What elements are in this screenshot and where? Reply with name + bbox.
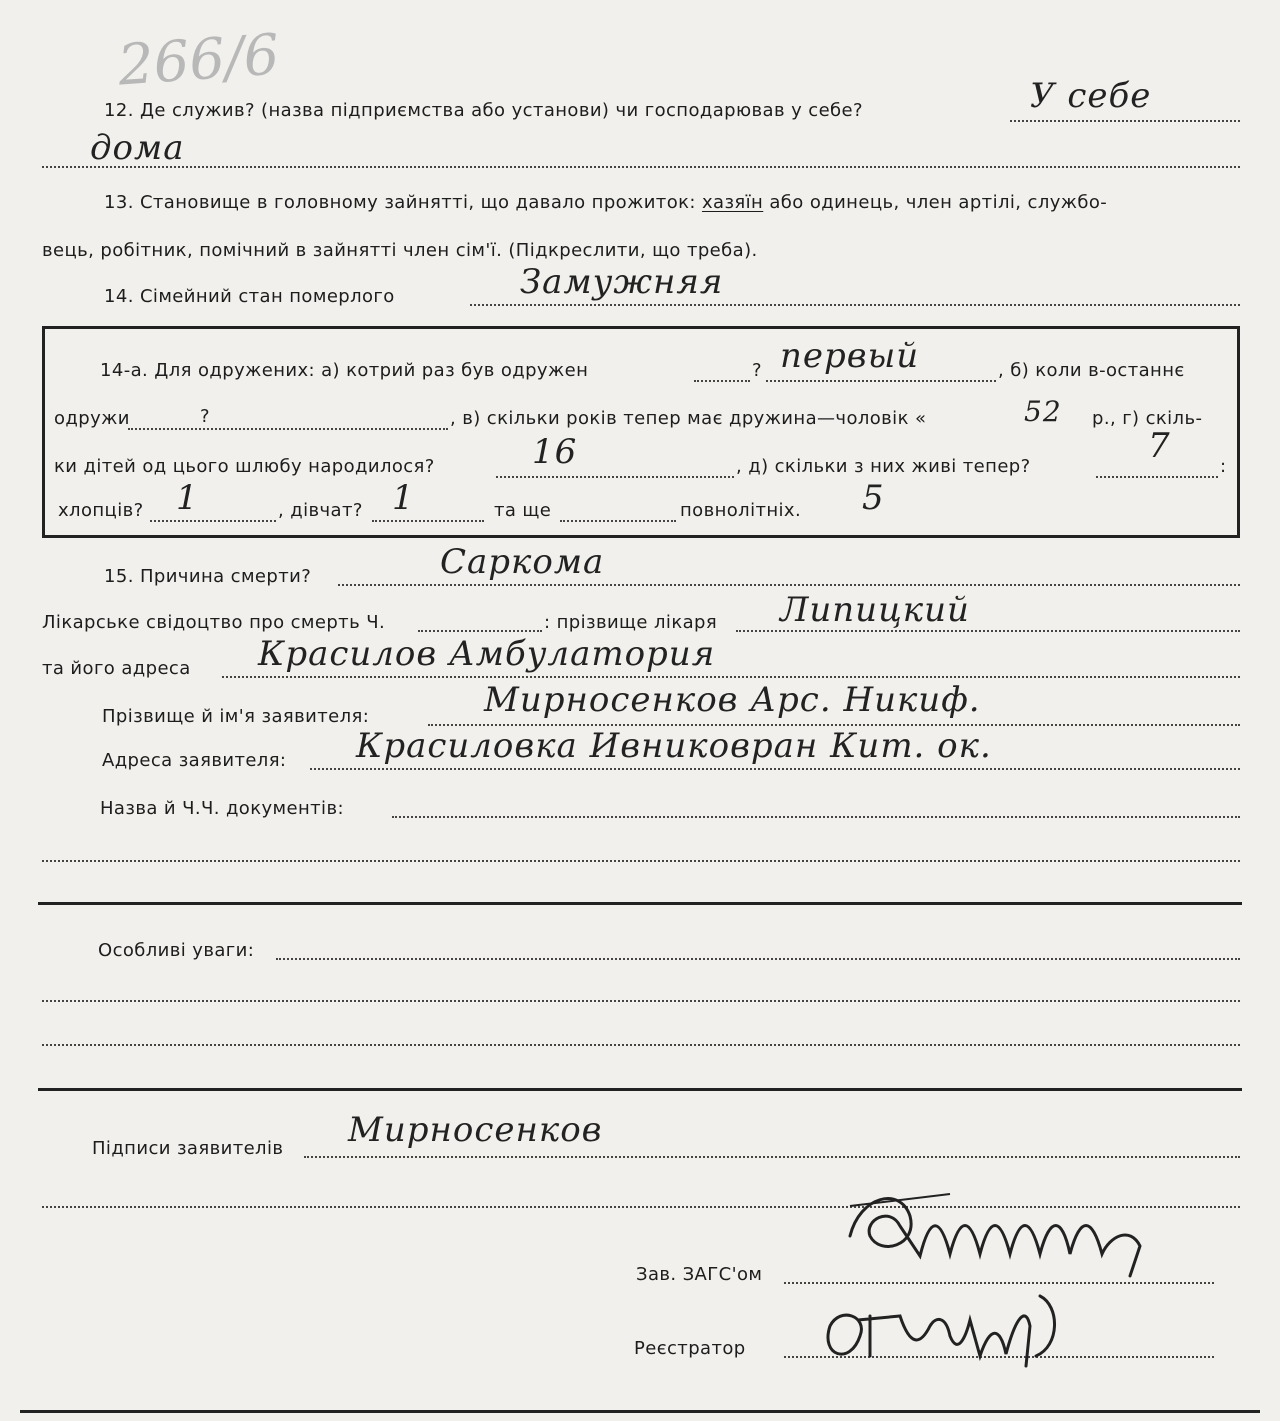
q14a-line3-tail: :	[1220, 456, 1227, 477]
remarks-label: Особливі уваги:	[98, 940, 255, 961]
applicants-signature-line	[304, 1156, 1240, 1158]
applicant-name-answer: Мирносенков Арс. Никиф.	[484, 680, 981, 720]
certificate-number-line	[418, 630, 542, 632]
q14a-line1-label: 14-а. Для одружених: а) котрий раз був одружен	[100, 360, 589, 381]
q13-line2: вець, робітник, помічний в зайнятті член сім'ї. (Підкреслити, що треба).	[42, 240, 758, 261]
doctor-address-label: та його адреса	[42, 658, 191, 679]
q14a-line2-mid: , в) скільки років тепер має дружина—чоловік «	[450, 408, 927, 429]
q15-answer-line	[338, 584, 1240, 586]
q12-answer-part2: дома	[90, 128, 185, 168]
registrar-label: Реєстратор	[634, 1338, 746, 1359]
registrar-signature	[810, 1276, 1090, 1386]
q14a-girls-line	[372, 520, 484, 522]
q14a-qmark-1: ?	[752, 360, 762, 381]
applicants-signature-label: Підписи заявителів	[92, 1138, 284, 1159]
q12-answer-part1: У себе	[1030, 76, 1152, 116]
q14a-box	[42, 326, 1240, 538]
q12-answer-line-2	[42, 166, 1240, 168]
section-divider-2	[38, 1088, 1242, 1091]
certificate-label: Лікарське свідоцтво про смерть Ч.	[42, 612, 386, 633]
archive-number: 266/6	[115, 22, 282, 99]
doctor-label: : прізвище лікаря	[544, 612, 718, 633]
q14a-times-line-a	[694, 380, 750, 382]
q14a-boys-line	[150, 520, 276, 522]
q14a-line2-tail: р., г) скіль-	[1092, 408, 1203, 429]
q13-line1-prefix: 13. Становище в головному зайнятті, що давало прожиток:	[104, 192, 696, 213]
remarks-line-1	[276, 958, 1240, 960]
q14a-answer-boys: 1	[176, 478, 199, 518]
applicants-signature: Мирносенков	[348, 1110, 603, 1150]
q14a-alive-line	[1096, 476, 1218, 478]
documents-line-2	[42, 860, 1240, 862]
q14-answer-line	[470, 304, 1240, 306]
applicant-address-line	[310, 768, 1240, 770]
q14a-answer-adults: 5	[862, 478, 885, 518]
q14a-line3-label: ки дітей од цього шлюбу народилося?	[54, 456, 435, 477]
q12-label: 12. Де служив? (назва підприємства або установи) чи господарював у себе?	[104, 100, 863, 121]
head-signature	[840, 1176, 1160, 1286]
q14a-more-line	[560, 520, 676, 522]
q14a-answer-alive: 7	[1148, 426, 1171, 466]
q14a-adult-label: повнолітніх.	[680, 500, 802, 521]
q14a-more-label: та ще	[494, 500, 552, 521]
doctor-answer: Липицкий	[780, 590, 970, 630]
head-label: Зав. ЗАГС'ом	[636, 1264, 763, 1285]
remarks-line-3	[42, 1044, 1240, 1046]
applicant-name-label: Прізвище й ім'я заявителя:	[102, 706, 370, 727]
q14a-answer-girls: 1	[392, 478, 415, 518]
applicant-address-label: Адреса заявителя:	[102, 750, 287, 771]
q12-answer-line	[1010, 120, 1240, 122]
q14a-line1-tail: , б) коли в-останнє	[998, 360, 1185, 381]
q14a-answer-times: первый	[780, 336, 920, 376]
q14-answer: Замужняя	[520, 262, 724, 302]
q14a-qmark-2: ?	[200, 406, 210, 427]
q14a-answer-born: 16	[532, 432, 578, 472]
q14a-times-line-b	[766, 380, 996, 382]
documents-label: Назва й Ч.Ч. документів:	[100, 798, 344, 819]
q13-line1	[104, 192, 1107, 214]
q14a-answer-age: 52	[1024, 395, 1062, 428]
doctor-line	[736, 630, 1240, 632]
q14a-girls-label: , дівчат?	[278, 500, 363, 521]
q15-answer: Саркома	[440, 542, 605, 582]
q13-line1-suffix: або одинець, член артілі, службо-	[769, 192, 1108, 213]
q14a-line3-mid: , д) скільки з них живі тепер?	[736, 456, 1031, 477]
doctor-address-answer: Красилов Амбулатория	[258, 634, 716, 674]
documents-line-1	[392, 816, 1240, 818]
q14-label: 14. Сімейний стан померлого	[104, 286, 395, 307]
q13-selected-option: хазяїн	[701, 192, 764, 213]
remarks-line-2	[42, 1000, 1240, 1002]
q14a-boys-label: хлопців?	[58, 500, 144, 521]
section-divider-1	[38, 902, 1242, 905]
page-bottom-rule	[20, 1410, 1260, 1413]
applicant-address-answer: Красиловка Ивниковран Кит. ок.	[356, 726, 992, 766]
q15-label: 15. Причина смерти?	[104, 566, 312, 587]
q14a-line2-start: одружи	[54, 408, 130, 429]
q14a-born-line	[496, 476, 734, 478]
q14a-last-marriage-line	[128, 428, 448, 430]
doctor-address-line	[222, 676, 1240, 678]
